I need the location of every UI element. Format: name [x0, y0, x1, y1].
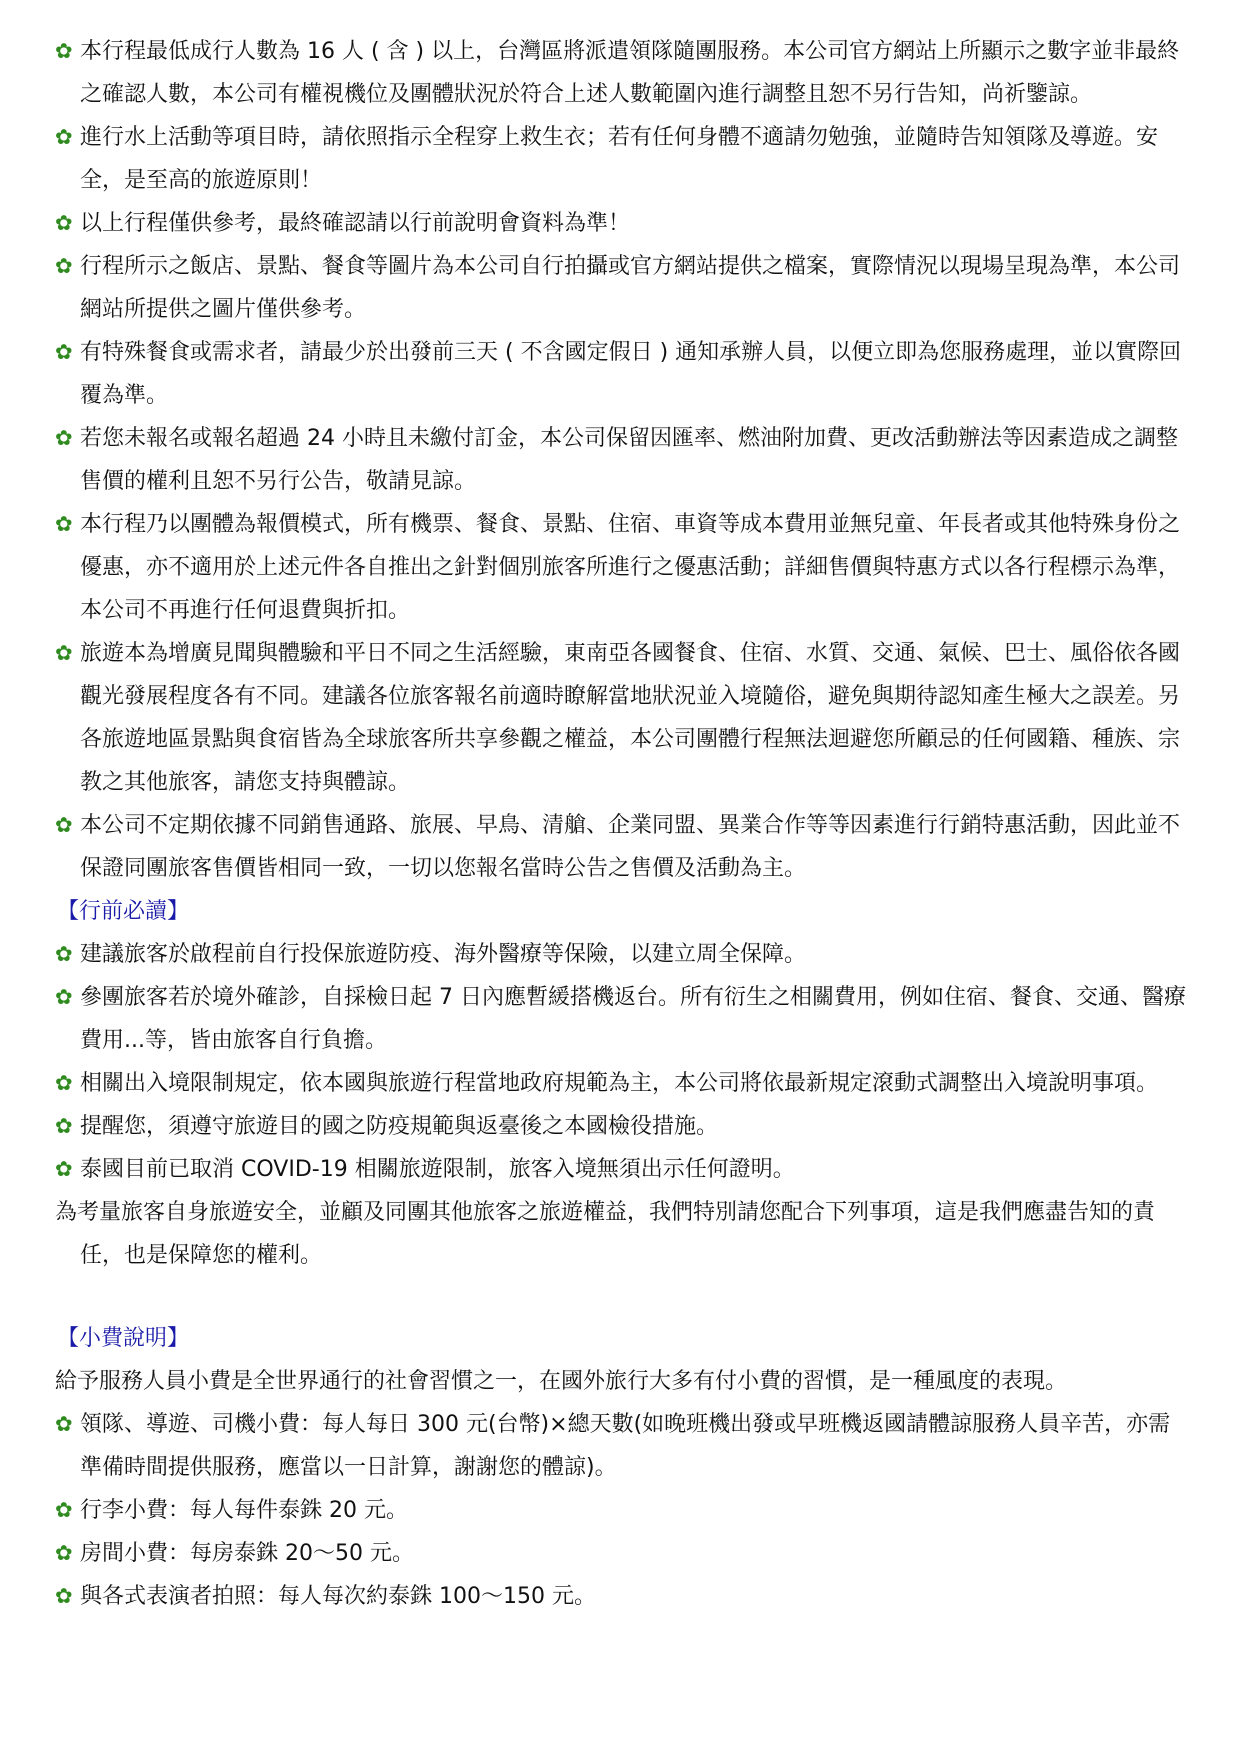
list-item-text: 參團旅客若於境外確診，自採檢日起 7 日內應暫緩搭機返台。所有衍生之相關費用，例如住宿、餐食、交通、醫療費用...等，皆由旅客自行負擔。 [80, 985, 1186, 1053]
list-item-text: 提醒您，須遵守旅遊目的國之防疫規範與返臺後之本國檢役措施。 [80, 1114, 719, 1139]
flower-bullet-icon: ✿ [55, 211, 73, 235]
list-item-text: 若您未報名或報名超過 24 小時且未繳付訂金，本公司保留因匯率、燃油附加費、更改活動辦法等因素造成之調整售價的權利且恕不另行公告，敬請見諒。 [80, 426, 1178, 494]
list-item [55, 632, 1190, 804]
list-item-text: 領隊、導遊、司機小費：每人每日 300 元(台幣)×總天數(如晚班機出發或早班機返國請體諒服務人員辛苦，亦需準備時間提供服務，應當以一日計算，謝謝您的體諒)。 [80, 1412, 1171, 1480]
list-item-text: 旅遊本為增廣見聞與體驗和平日不同之生活經驗，東南亞各國餐食、住宿、水質、交通、氣候、巴士、風俗依各國觀光發展程度各有不同。建議各位旅客報名前適時瞭解當地狀況並入境隨俗，避免與期待認知產生極大之誤差。另各旅遊地區景點與食宿皆為全球旅客所共享參觀之權益，本公司團體行程無法迴避您所顧忌的任何國籍、種族、宗教之其他旅客，請您支持與體諒。 [80, 641, 1181, 795]
flower-bullet-icon: ✿ [55, 426, 73, 450]
list-item [55, 804, 1190, 890]
flower-bullet-icon: ✿ [55, 1498, 73, 1522]
flower-bullet-icon: ✿ [55, 1157, 73, 1181]
list-item [55, 933, 1190, 976]
list-item-text: 有特殊餐食或需求者，請最少於出發前三天 ( 不含國定假日 ) 通知承辦人員，以便立即為您服務處理，並以實際回覆為準。 [80, 340, 1182, 408]
list-item [55, 1575, 1190, 1618]
list-item [55, 976, 1190, 1062]
pre-trip-closing-paragraph: 為考量旅客自身旅遊安全，並顧及同團其他旅客之旅遊權益，我們特別請您配合下列事項，這是我們應盡告知的責任，也是保障您的權利。 [55, 1200, 1156, 1268]
tips-section [55, 1317, 1190, 1618]
list-item-text: 建議旅客於啟程前自行投保旅遊防疫、海外醫療等保險，以建立周全保障。 [80, 942, 807, 967]
list-item-text: 行程所示之飯店、景點、餐食等圖片為本公司自行拍攝或官方網站提供之檔案，實際情況以現場呈現為準，本公司網站所提供之圖片僅供參考。 [80, 254, 1181, 322]
list-item-text: 本行程乃以團體為報價模式，所有機票、餐食、景點、住宿、車資等成本費用並無兒童、年長者或其他特殊身份之優惠，亦不適用於上述元件各自推出之針對個別旅客所進行之優惠活動；詳細售價與特惠方式以各行程標示為準，本公司不再進行任何退費與折扣。 [80, 512, 1181, 623]
notes-top-list [55, 30, 1190, 890]
list-item [55, 331, 1190, 417]
list-item [55, 1105, 1190, 1148]
list-item-text: 相關出入境限制規定，依本國與旅遊行程當地政府規範為主，本公司將依最新規定滾動式調整出入境說明事項。 [80, 1071, 1159, 1096]
flower-bullet-icon: ✿ [55, 1114, 73, 1138]
list-item [55, 1489, 1190, 1532]
list-item-text: 房間小費：每房泰銖 20～50 元。 [80, 1541, 414, 1566]
tips-heading: 【小費說明】 [57, 1326, 190, 1351]
flower-bullet-icon: ✿ [55, 39, 73, 63]
flower-bullet-icon: ✿ [55, 1071, 73, 1095]
list-item-text: 本行程最低成行人數為 16 人 ( 含 ) 以上，台灣區將派遣領隊隨團服務。本公司官方網站上所顯示之數字並非最終之確認人數，本公司有權視機位及團體狀況於符合上述人數範圍內進行調整且恕不另行告知，尚祈鑒諒。 [80, 39, 1180, 107]
list-item-text: 與各式表演者拍照：每人每次約泰銖 100～150 元。 [80, 1584, 596, 1609]
flower-bullet-icon: ✿ [55, 512, 73, 536]
flower-bullet-icon: ✿ [55, 942, 73, 966]
list-item [55, 245, 1190, 331]
list-item [55, 1148, 1190, 1191]
tips-intro-paragraph: 給予服務人員小費是全世界通行的社會習慣之一，在國外旅行大多有付小費的習慣，是一種風度的表現。 [55, 1369, 1068, 1394]
list-item-text: 進行水上活動等項目時，請依照指示全程穿上救生衣；若有任何身體不適請勿勉強，並隨時告知領隊及導遊。安全，是至高的旅遊原則！ [80, 125, 1159, 193]
flower-bullet-icon: ✿ [55, 125, 73, 149]
list-item-text: 以上行程僅供參考，最終確認請以行前說明會資料為準！ [80, 211, 631, 236]
pre-trip-section [55, 890, 1190, 1277]
pre-trip-heading: 【行前必讀】 [57, 899, 190, 924]
list-item [55, 503, 1190, 632]
flower-bullet-icon: ✿ [55, 1541, 73, 1565]
flower-bullet-icon: ✿ [55, 254, 73, 278]
list-item-text: 泰國目前已取消 COVID-19 相關旅遊限制，旅客入境無須出示任何證明。 [80, 1157, 795, 1182]
list-item [55, 417, 1190, 503]
list-item [55, 1062, 1190, 1105]
list-item [55, 1403, 1190, 1489]
flower-bullet-icon: ✿ [55, 641, 73, 665]
flower-bullet-icon: ✿ [55, 985, 73, 1009]
flower-bullet-icon: ✿ [55, 1584, 73, 1608]
document-page [55, 30, 1190, 1618]
section-spacer [55, 1277, 1190, 1317]
flower-bullet-icon: ✿ [55, 813, 73, 837]
list-item [55, 1532, 1190, 1575]
list-item-text: 行李小費：每人每件泰銖 20 元。 [80, 1498, 408, 1523]
list-item [55, 30, 1190, 116]
flower-bullet-icon: ✿ [55, 1412, 73, 1436]
list-item-text: 本公司不定期依據不同銷售通路、旅展、早鳥、清艙、企業同盟、異業合作等等因素進行行銷特惠活動，因此並不保證同團旅客售價皆相同一致，一切以您報名當時公告之售價及活動為主。 [80, 813, 1181, 881]
list-item [55, 116, 1190, 202]
list-item [55, 202, 1190, 245]
flower-bullet-icon: ✿ [55, 340, 73, 364]
